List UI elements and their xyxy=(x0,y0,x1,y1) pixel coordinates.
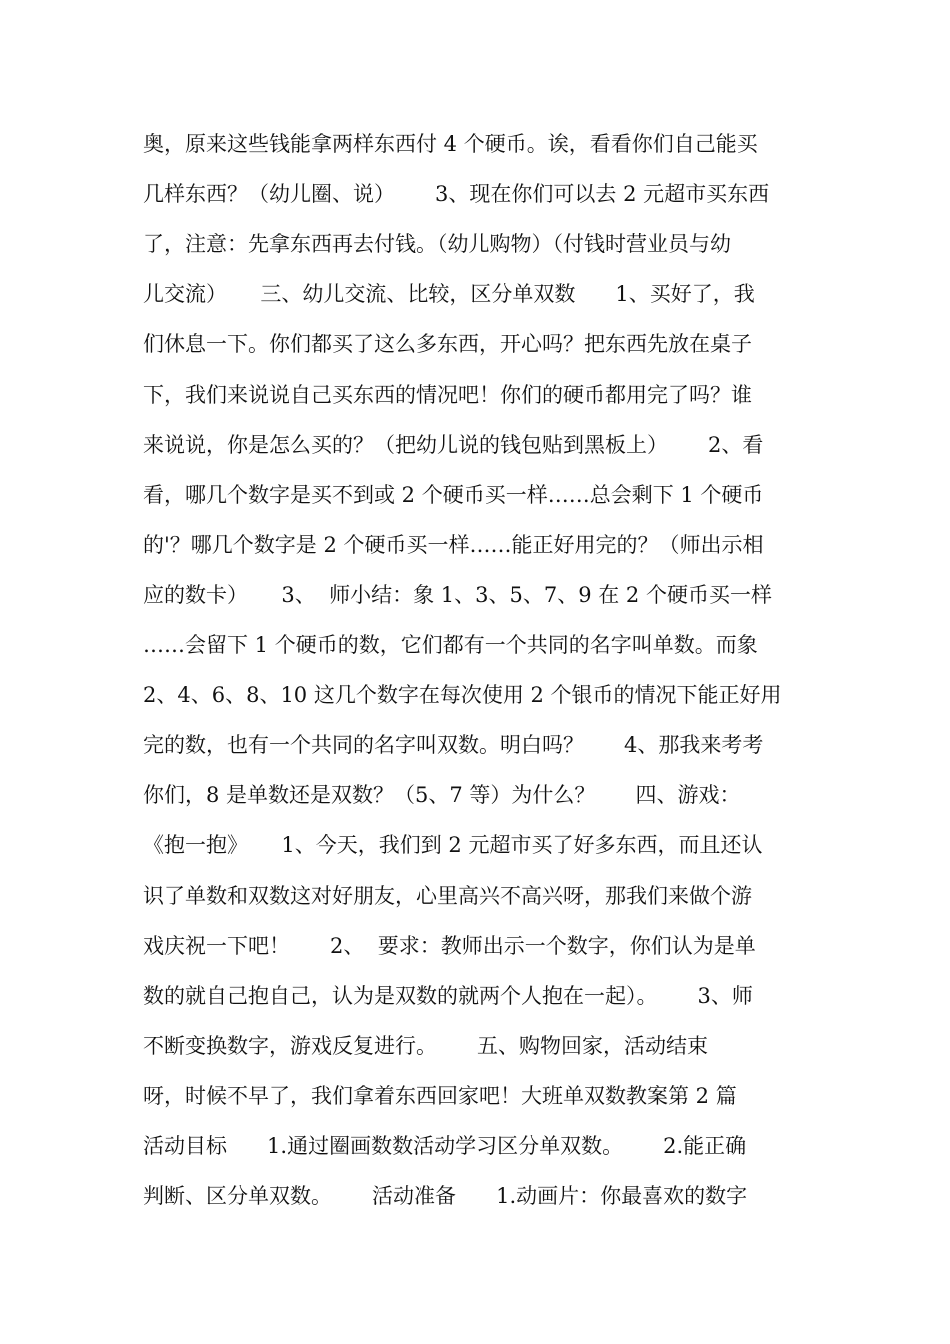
text-line: 戏庆祝一下吧！ 2、 要求：教师出示一个数字，你们认为是单 xyxy=(143,934,756,958)
text-line: 呀，时候不早了，我们拿着东西回家吧！大班单双数教案第 2 篇 xyxy=(143,1084,737,1108)
text-line: 活动目标 1.通过圈画数数活动学习区分单双数。 2.能正确 xyxy=(143,1134,747,1158)
text-line: 2、4、6、8、10 这几个数字在每次使用 2 个银币的情况下能正好用 xyxy=(143,683,782,707)
text-line: 儿交流） 三、幼儿交流、比较，区分单双数 1、买好了，我 xyxy=(143,282,755,306)
text-line: 们休息一下。你们都买了这么多东西，开心吗？把东西先放在桌子 xyxy=(143,332,752,356)
text-line: 了，注意：先拿东西再去付钱。（幼儿购物）（付钱时营业员与幼 xyxy=(143,232,731,256)
text-line: 下，我们来说说自己买东西的情况吧！你们的硬币都用完了吗？谁 xyxy=(143,383,752,407)
text-line: 看，哪几个数字是买不到或 2 个硬币买一样……总会剩下 1 个硬币 xyxy=(143,483,764,507)
text-line: 完的数，也有一个共同的名字叫双数。明白吗？ 4、那我来考考 xyxy=(143,733,764,757)
text-line: 你们，8 是单数还是双数？（5、7 等）为什么？ 四、游戏： xyxy=(143,783,741,807)
text-line: 判断、区分单双数。 活动准备 1.动画片：你最喜欢的数字 xyxy=(143,1184,748,1208)
text-line: 来说说，你是怎么买的？（把幼儿说的钱包贴到黑板上） 2、看 xyxy=(143,433,764,457)
text-line: 不断变换数字，游戏反复进行。 五、购物回家，活动结束 xyxy=(143,1034,709,1058)
text-line: 几样东西？（幼儿圈、说） 3、现在你们可以去 2 元超市买东西 xyxy=(143,182,770,206)
text-line: 应的数卡） 3、 师小结：象 1、3、5、7、9 在 2 个硬币买一样 xyxy=(143,583,772,607)
text-line: 的'？哪几个数字是 2 个硬币买一样……能正好用完的？（师出示相 xyxy=(143,533,764,557)
text-line: 《抱一抱》 1、今天，我们到 2 元超市买了好多东西，而且还认 xyxy=(143,833,763,857)
text-line: 识了单数和双数这对好朋友，心里高兴不高兴呀，那我们来做个游 xyxy=(143,884,752,908)
text-line: 数的就自己抱自己，认为是双数的就两个人抱在一起）。 3、师 xyxy=(143,984,753,1008)
text-line: ……会留下 1 个硬币的数，它们都有一个共同的名字叫单数。而象 xyxy=(143,633,758,657)
text-line: 奥，原来这些钱能拿两样东西付 4 个硬币。诶，看看你们自己能买 xyxy=(143,132,758,156)
